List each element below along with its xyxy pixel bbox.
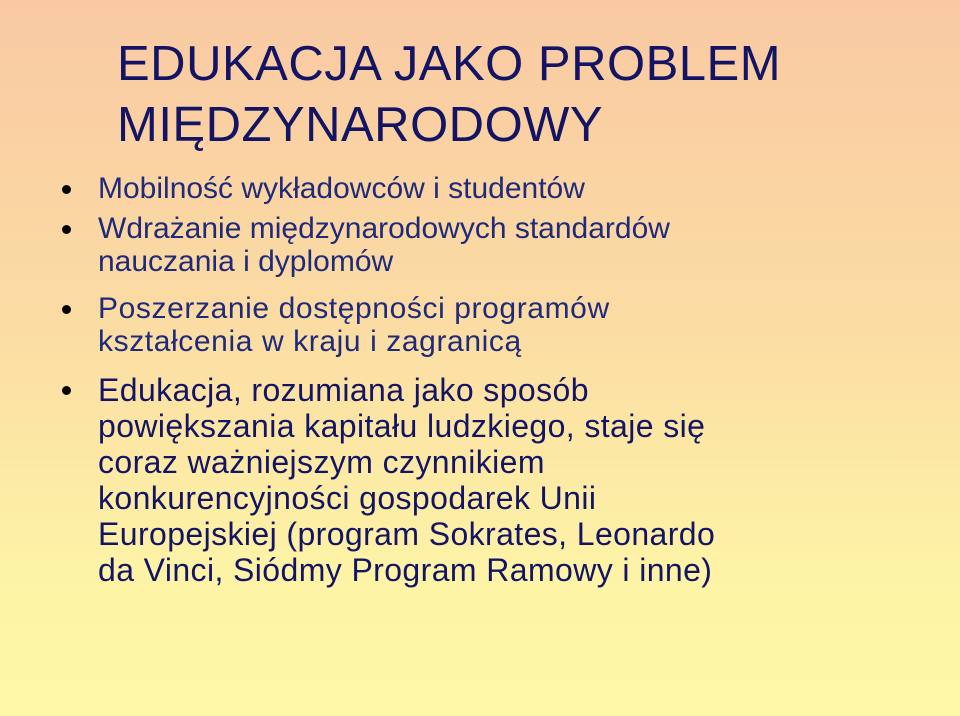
- slide-title: [117, 34, 937, 156]
- bullet-dot-icon: [62, 185, 71, 194]
- bullet-line: nauczania i dyplomów: [98, 245, 394, 278]
- bullet-dot-icon: [62, 305, 71, 314]
- bullet-line: Mobilność wykładowców i studentów: [98, 172, 585, 205]
- bullet-line: konkurencyjności gospodarek Unii: [98, 480, 597, 516]
- bullet-line: Poszerzanie dostępności programów: [98, 292, 610, 325]
- bullet-item-education: [0, 372, 960, 588]
- bullet-line: powiększania kapitału ludzkiego, staje się: [98, 408, 706, 444]
- slide-title-line-1: EDUKACJA JAKO PROBLEM: [117, 37, 782, 91]
- slide-title-line-2: MIĘDZYNARODOWY: [117, 98, 604, 152]
- bullet-dot-icon: [62, 386, 71, 395]
- bullet-item-mobility: [0, 170, 960, 208]
- bullet-item-access: [0, 292, 960, 358]
- bullet-dot-icon: [62, 225, 71, 234]
- bullet-line: Wdrażanie międzynarodowych standardów: [98, 212, 670, 245]
- bullet-line: coraz ważniejszym czynnikiem: [98, 444, 545, 480]
- bullet-line: kształcenia w kraju i zagranicą: [98, 325, 522, 358]
- bullet-line: Edukacja, rozumiana jako sposób: [98, 372, 589, 408]
- bullet-line: Europejskiej (program Sokrates, Leonardo: [98, 516, 716, 552]
- bullet-line: da Vinci, Siódmy Program Ramowy i inne): [98, 552, 713, 588]
- bullet-item-standards: [0, 212, 960, 278]
- bullet-list: [0, 170, 960, 588]
